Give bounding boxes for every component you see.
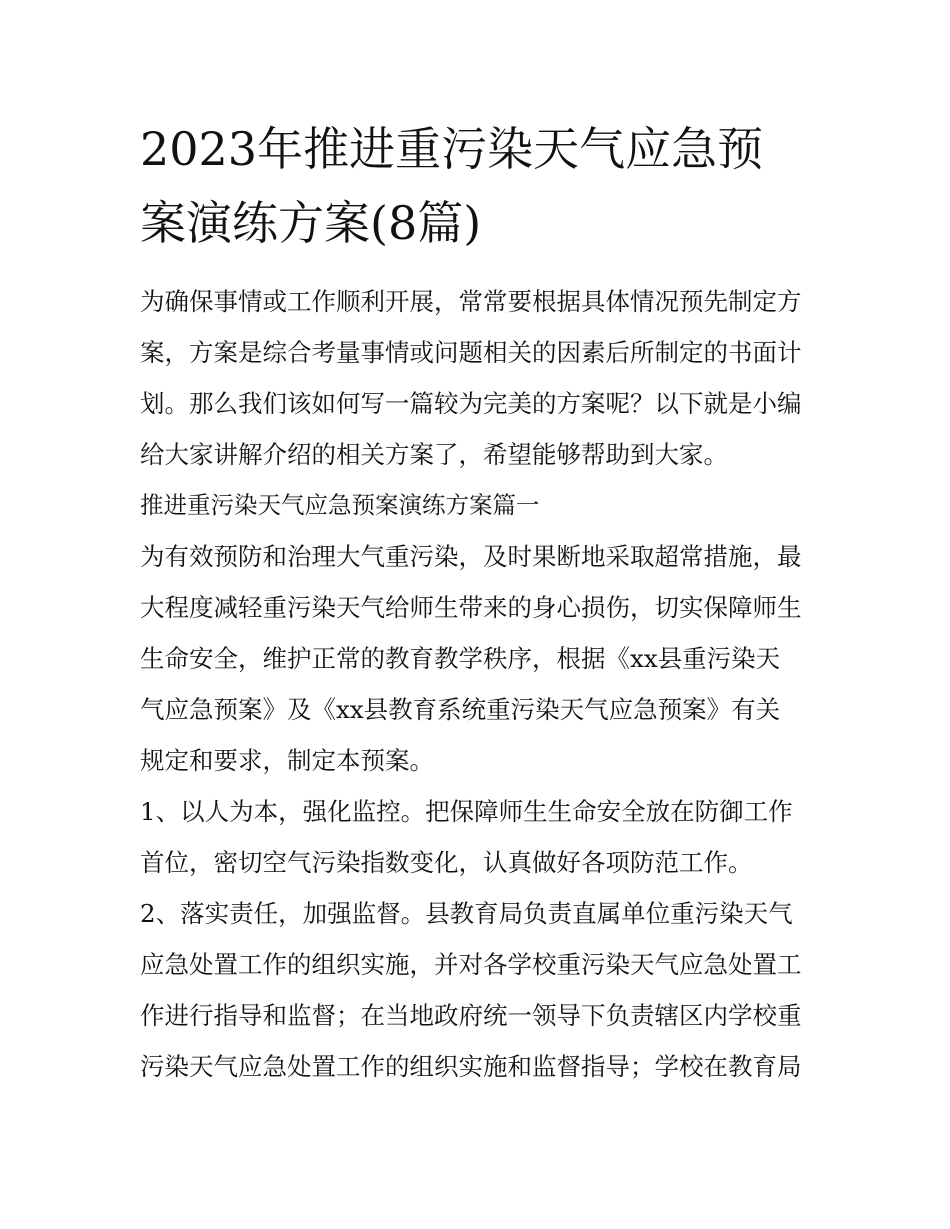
list-item-line: 首位，密切空气污染指数变化，认真做好各项防范工作。	[140, 848, 753, 877]
document-title	[140, 112, 820, 260]
body-line: 生命安全，维护正常的教育教学秩序，根据《xx县重污染天	[140, 644, 781, 673]
body-line: 为有效预防和治理大气重污染，及时果断地采取超常措施，最	[140, 542, 802, 571]
body-line: 为确保事情或工作顺利开展，常常要根据具体情况预先制定方	[140, 287, 802, 316]
body-line: 划。那么我们该如何写一篇较为完美的方案呢？以下就是小编	[140, 389, 802, 418]
title-line: 2023年推进重污染天气应急预	[140, 122, 764, 176]
title-line: 案演练方案(8篇)	[140, 196, 482, 250]
document-body	[140, 276, 830, 1092]
body-line: 案，方案是综合考量事情或问题相关的因素后所制定的书面计	[140, 338, 802, 367]
list-item-line: 1、以人为本，强化监控。把保障师生生命安全放在防御工作	[140, 797, 793, 826]
list-item-line: 作进行指导和监督；在当地政府统一领导下负责辖区内学校重	[140, 1001, 802, 1030]
body-line: 气应急预案》及《xx县教育系统重污染天气应急预案》有关	[140, 695, 781, 724]
body-line: 给大家讲解介绍的相关方案了，希望能够帮助到大家。	[140, 440, 728, 469]
list-item-line: 应急处置工作的组织实施，并对各学校重污染天气应急处置工	[140, 950, 802, 979]
body-line: 大程度减轻重污染天气给师生带来的身心损伤，切实保障师生	[140, 593, 802, 622]
list-item-line: 2、落实责任，加强监督。县教育局负责直属单位重污染天气	[140, 899, 793, 928]
body-line: 规定和要求，制定本预案。	[140, 746, 434, 775]
list-item-line: 污染天气应急处置工作的组织实施和监督指导；学校在教育局	[140, 1052, 802, 1081]
section-heading: 推进重污染天气应急预案演练方案篇一	[140, 491, 540, 519]
